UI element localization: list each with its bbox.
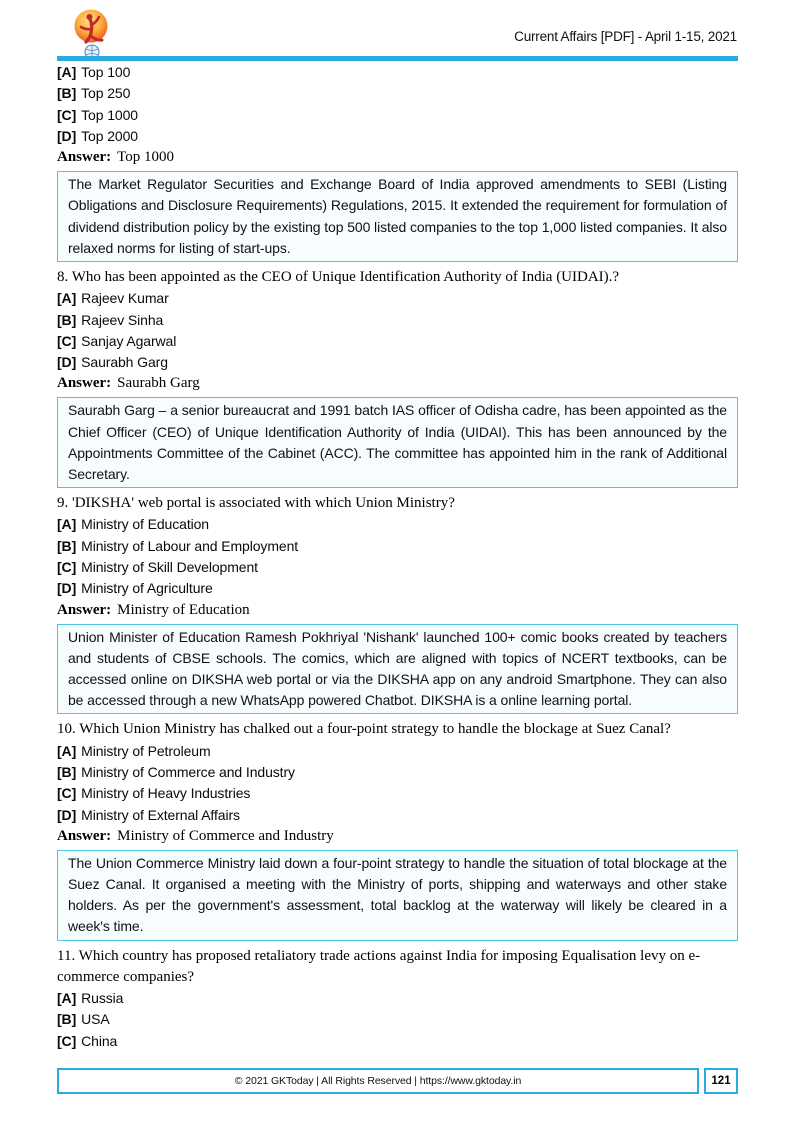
option-label: [B] bbox=[57, 1011, 77, 1028]
explanation-box bbox=[57, 850, 738, 941]
option-row bbox=[57, 105, 738, 126]
option-row bbox=[57, 762, 738, 783]
explanation-box bbox=[57, 624, 738, 715]
explanation-text: Union Minister of Education Ramesh Pokhriyal 'Nishank' launched 100+ comic books created by teachers and students of CBSE schools. The comics, which are aligned with topics of NCERT textbooks, can be accessed online on DIKSHA web portal or via the DIKSHA app on any android Smartphone. They can also be accessed through a new WhatsApp powered Chatbot. DIKSHA is a online learning portal. bbox=[68, 628, 727, 709]
question-block-10 bbox=[57, 719, 738, 940]
option-row bbox=[57, 557, 738, 578]
option-label: [B] bbox=[57, 311, 77, 328]
option-label: [B] bbox=[57, 537, 77, 554]
option-text: Top 100 bbox=[81, 64, 131, 80]
question-text: 10. Which Union Ministry has chalked out a four-point strategy to handle the blockage at Suez Canal? bbox=[57, 721, 671, 738]
option-row bbox=[57, 805, 738, 826]
answer-label: Answer: bbox=[57, 827, 112, 844]
option-text: Ministry of Heavy Industries bbox=[81, 785, 251, 802]
answer-label: Answer: bbox=[57, 149, 112, 166]
page-content bbox=[57, 62, 738, 1064]
page-footer bbox=[57, 1068, 738, 1094]
option-label: [A] bbox=[57, 742, 77, 759]
option-row bbox=[57, 578, 738, 599]
gktoday-logo-icon bbox=[64, 8, 116, 62]
question-block-9 bbox=[57, 493, 738, 714]
option-text: Top 2000 bbox=[81, 127, 138, 144]
page-number: 121 bbox=[704, 1068, 738, 1094]
option-text: Rajeev Sinha bbox=[81, 311, 164, 328]
option-row bbox=[57, 1031, 738, 1052]
option-text: Ministry of Skill Development bbox=[81, 559, 258, 575]
answer-label: Answer: bbox=[57, 375, 112, 392]
option-text: Ministry of Commerce and Industry bbox=[81, 763, 295, 780]
option-label: [C] bbox=[57, 559, 77, 575]
option-text: Ministry of External Affairs bbox=[81, 806, 240, 823]
option-row bbox=[57, 352, 738, 373]
option-label: [D] bbox=[57, 580, 77, 597]
option-label: [C] bbox=[57, 106, 77, 123]
option-text: Top 250 bbox=[81, 85, 131, 102]
option-text: Saurabh Garg bbox=[81, 354, 168, 371]
explanation-text: Saurabh Garg – a senior bureaucrat and 1991 batch IAS officer of Odisha cadre, has been appointed as the Chief Officer (CEO) of Unique Identification Authority of India (UIDAI). This has been announced by the Appointments Committee of the Cabinet (ACC). The committee has appointed him in the rank of Additional Secretary. bbox=[68, 402, 727, 482]
option-row bbox=[57, 83, 738, 104]
explanation-text: The Market Regulator Securities and Exchange Board of India approved amendments to SEBI (Listing Obligations and Disclosure Requirements) Regulations, 2015. It extended the requirement for formulation of dividend distribution policy by the existing top 500 listed companies to the top 1,000 listed companies. It also relaxed norms for listing of start-ups. bbox=[68, 176, 727, 256]
option-label: [A] bbox=[57, 290, 77, 307]
question-text: 11. Which country has proposed retaliatory trade actions against India for imposing Equalisation levy on e-commerce companies? bbox=[57, 947, 701, 985]
header-divider bbox=[57, 56, 738, 61]
explanation-box bbox=[57, 171, 738, 262]
option-text: USA bbox=[81, 1011, 110, 1028]
answer-line bbox=[57, 600, 738, 620]
option-label: [B] bbox=[57, 85, 77, 102]
option-label: [A] bbox=[57, 64, 77, 80]
option-row bbox=[57, 783, 738, 804]
option-text: Rajeev Kumar bbox=[81, 290, 169, 307]
option-row bbox=[57, 62, 738, 83]
option-label: [C] bbox=[57, 1032, 77, 1049]
answer-line bbox=[57, 826, 738, 846]
option-text: China bbox=[81, 1032, 118, 1049]
option-label: [D] bbox=[57, 127, 77, 144]
option-text: Ministry of Education bbox=[81, 516, 209, 533]
answer-label: Answer: bbox=[57, 601, 112, 618]
option-text: Top 1000 bbox=[81, 106, 138, 123]
footer-copyright: © 2021 GKToday | All Rights Reserved | https://www.gktoday.in bbox=[57, 1068, 699, 1094]
option-row bbox=[57, 288, 738, 309]
option-label: [D] bbox=[57, 354, 77, 371]
option-label: [A] bbox=[57, 990, 77, 1007]
option-label: [D] bbox=[57, 806, 77, 823]
option-row bbox=[57, 126, 738, 147]
option-row bbox=[57, 1009, 738, 1030]
option-label: [C] bbox=[57, 785, 77, 802]
answer-value: Saurabh Garg bbox=[117, 375, 200, 392]
answer-line bbox=[57, 147, 738, 167]
option-row bbox=[57, 331, 738, 352]
option-row bbox=[57, 310, 738, 331]
option-row bbox=[57, 514, 738, 535]
question-text: 9. 'DIKSHA' web portal is associated with which Union Ministry? bbox=[57, 495, 455, 512]
option-label: [A] bbox=[57, 516, 77, 533]
option-row bbox=[57, 741, 738, 762]
option-text: Ministry of Agriculture bbox=[81, 580, 213, 597]
explanation-box bbox=[57, 397, 738, 488]
question-block-7 bbox=[57, 62, 738, 262]
option-label: [C] bbox=[57, 332, 77, 349]
option-row bbox=[57, 536, 738, 557]
header-title: Current Affairs [PDF] - April 1-15, 2021 bbox=[514, 29, 737, 44]
answer-value: Ministry of Commerce and Industry bbox=[117, 827, 334, 844]
option-label: [B] bbox=[57, 763, 77, 780]
option-text: Sanjay Agarwal bbox=[81, 332, 177, 349]
explanation-text: The Union Commerce Ministry laid down a four-point strategy to handle the situation of total blockage at the Suez Canal. It organised a meeting with the Ministry of ports, shipping and waterways and other stake holders. As per the government's assessment, total backlog at the waterway will likely be cleared in a week's time. bbox=[68, 854, 727, 935]
option-text: Russia bbox=[81, 990, 124, 1007]
answer-value: Ministry of Education bbox=[117, 601, 250, 618]
question-text: 8. Who has been appointed as the CEO of Unique Identification Authority of India (UIDAI).? bbox=[57, 269, 620, 285]
gktoday-logo bbox=[64, 8, 116, 62]
option-text: Ministry of Labour and Employment bbox=[81, 537, 299, 554]
question-block-11 bbox=[57, 946, 738, 1052]
answer-value: Top 1000 bbox=[117, 149, 175, 166]
option-row bbox=[57, 988, 738, 1009]
question-block-8 bbox=[57, 267, 738, 488]
option-text: Ministry of Petroleum bbox=[81, 742, 211, 759]
answer-line bbox=[57, 373, 738, 393]
